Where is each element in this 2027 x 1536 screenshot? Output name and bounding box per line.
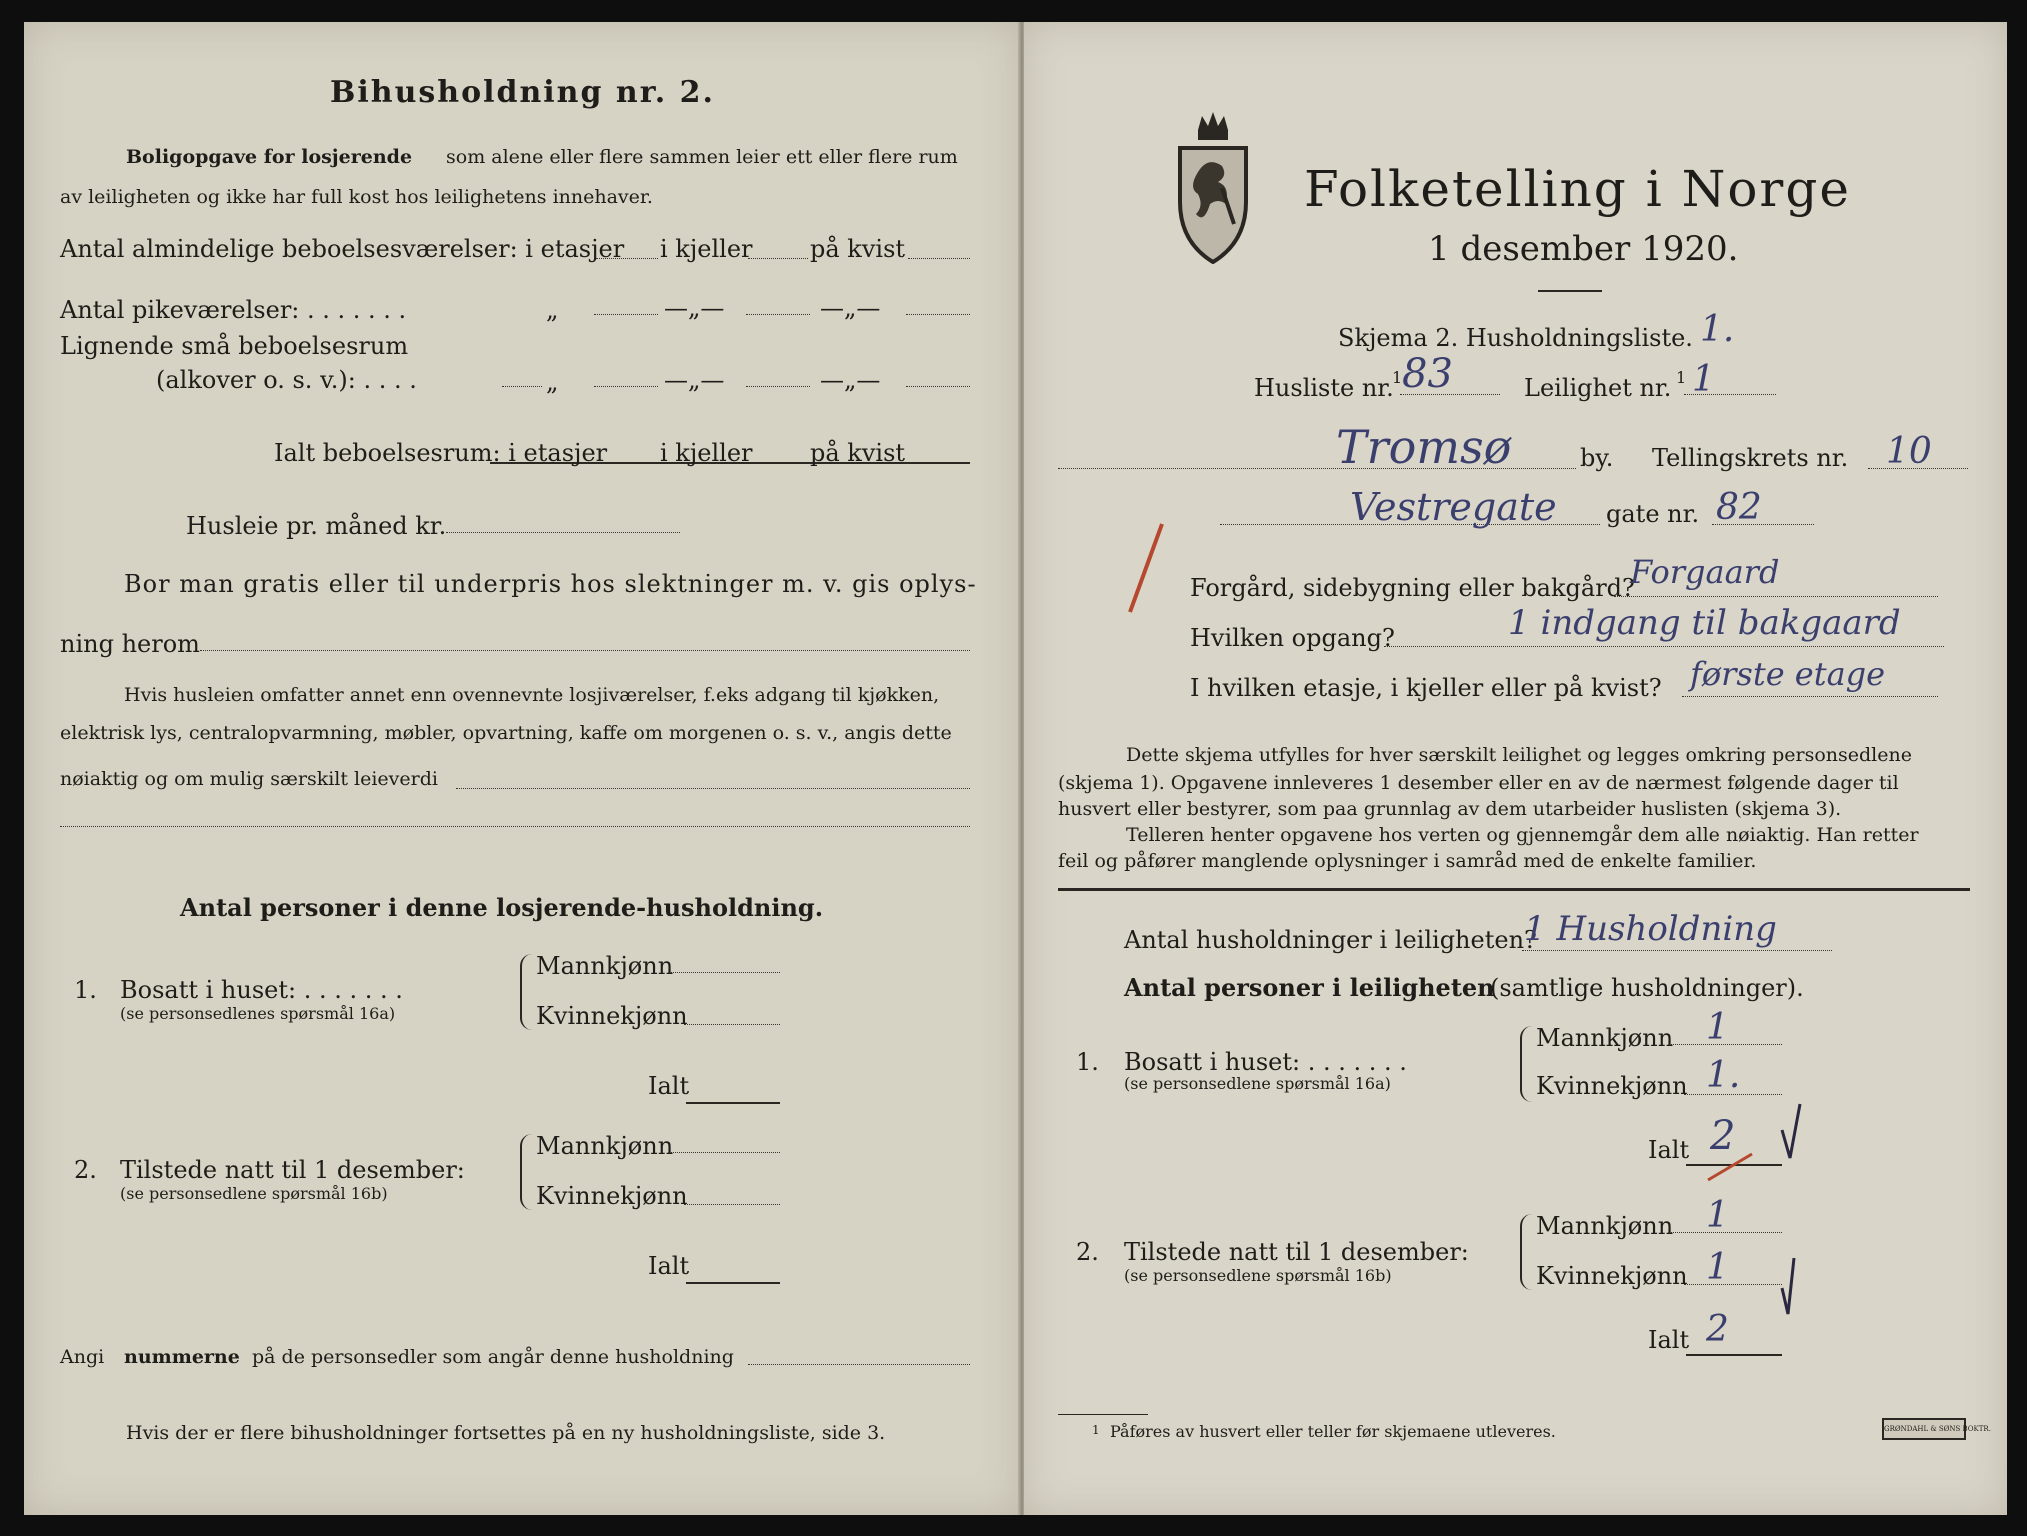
q1-mann-hw: 1 [1706, 1007, 1729, 1048]
q2-kvinne-field[interactable] [684, 1204, 780, 1205]
leilighet-hw: 1 [1692, 359, 1715, 400]
q1-ialt-label: Ialt [1648, 1136, 1690, 1164]
q2-sub: (se personsedlene spørsmål 16b) [1124, 1266, 1392, 1285]
husleie-label: Husleie pr. måned kr. [186, 512, 447, 540]
q1-label: Bosatt i huset: . . . . . . . [120, 976, 403, 1004]
q2-ialt-field[interactable] [686, 1282, 780, 1284]
q1-kvinne-hw: 1. [1706, 1055, 1741, 1096]
q2-ialt-label: Ialt [1648, 1326, 1690, 1354]
lignende-label-1: Lignende små beboelsesrum [60, 332, 409, 360]
etasje-hw: første etage [1690, 655, 1886, 693]
antal-hush-field[interactable] [1522, 950, 1832, 951]
intro-bold: Boligopgave for losjerende [126, 146, 413, 168]
q2-label: Tilstede natt til 1 desember: [1124, 1238, 1469, 1266]
q2-brace [520, 1134, 532, 1210]
ialt-rum-label: Ialt beboelsesrum: i etasjer [274, 439, 608, 467]
gate-nr-hw: 82 [1716, 487, 1762, 528]
lign-pre-field[interactable] [502, 386, 542, 387]
pikevaerelser-label: Antal pikeværelser: . . . . . . . [60, 296, 407, 324]
ditto-dash: —„— [664, 366, 725, 394]
forgaard-hw: Forgaard [1630, 553, 1780, 591]
red-check-mark-icon [1126, 522, 1166, 614]
lign-kvist-field[interactable] [906, 386, 970, 387]
mann-label: Mannkjønn [1536, 1024, 1674, 1052]
hvis-line-1: Hvis husleien omfatter annet enn ovennevnte losjiværelser, f.eks adgang til kjøkken, [124, 684, 940, 706]
kvist-label: på kvist [810, 235, 906, 263]
angi-bold: nummerne [124, 1346, 240, 1368]
leilighet-label: Leilighet nr. [1524, 374, 1672, 402]
kvinne-label: Kvinnekjønn [1536, 1072, 1688, 1100]
angi-field[interactable] [748, 1364, 970, 1365]
q1-number: 1. [1076, 1048, 1099, 1076]
leieverdi-field-2[interactable] [60, 826, 970, 827]
q1-ialt-field[interactable] [686, 1102, 780, 1104]
q1-label: Bosatt i huset: . . . . . . . [1124, 1048, 1407, 1076]
angi-pre: Angi [60, 1346, 105, 1368]
norway-coat-of-arms-icon [1176, 112, 1250, 264]
ditto-dash: —„— [820, 366, 881, 394]
ditto-dash: —„— [820, 294, 881, 322]
tally-check-marks-icon [1700, 1100, 1810, 1320]
antal-hush-label: Antal husholdninger i leiligheten? [1124, 926, 1537, 954]
left-footer: Hvis der er flere bihusholdninger fortsettes på en ny husholdningsliste, side 3. [126, 1422, 886, 1444]
mann-label: Mannkjønn [536, 952, 674, 980]
q2-ialt-label: Ialt [648, 1252, 690, 1280]
kvist-field[interactable] [908, 258, 970, 259]
instr-line-2: (skjema 1). Opgavene innleveres 1 desember eller en av de nærmest følgende dager til [1058, 772, 1899, 794]
ditto-mark: „ [546, 296, 559, 324]
mann-label: Mannkjønn [1536, 1212, 1674, 1240]
leilighet-footnote-mark: 1 [1676, 368, 1687, 387]
lignende-label-2: (alkover o. s. v.): . . . . [156, 366, 417, 394]
right-title: Folketelling i Norge [1304, 160, 1851, 218]
skjema-hw: 1. [1700, 309, 1735, 350]
kjeller-label: i kjeller [660, 439, 753, 467]
instr-line-4: Telleren henter opgavene hos verten og gjennemgår dem alle nøiaktig. Han retter [1126, 824, 1919, 846]
tellingskrets-hw: 10 [1886, 431, 1932, 472]
q2-brace [1520, 1214, 1532, 1290]
lign-etasjer-field[interactable] [594, 386, 658, 387]
skjema-label: Skjema 2. Husholdningsliste. [1338, 324, 1693, 352]
tellingskrets-label: Tellingskrets nr. [1652, 444, 1849, 472]
husleie-field[interactable] [446, 532, 680, 533]
q2-ialt-field[interactable] [1686, 1354, 1782, 1356]
kjeller-label: i kjeller [660, 235, 753, 263]
bor-line-1: Bor man gratis eller til underpris hos slektninger m. v. gis oplys- [124, 570, 977, 598]
title-rule [1538, 290, 1602, 292]
q1-number: 1. [74, 976, 97, 1004]
left-title: Bihusholdning nr. 2. [330, 75, 715, 110]
angi-post: på de personsedler som angår denne husholdning [252, 1346, 734, 1368]
q2-ialt-hw: 2 [1706, 1309, 1729, 1350]
pike-etasjer-field[interactable] [594, 314, 658, 315]
instr-line-1: Dette skjema utfylles for hver særskilt leilighet og legges omkring personsedlene [1126, 744, 1912, 766]
forgaard-label: Forgård, sidebygning eller bakgård? [1190, 574, 1635, 602]
footnote-rule [1058, 1414, 1148, 1415]
opgang-label: Hvilken opgang? [1190, 624, 1395, 652]
oplysning-field[interactable] [200, 650, 970, 651]
lign-kjeller-field[interactable] [746, 386, 810, 387]
q1-kvinne-field[interactable] [684, 1024, 780, 1025]
ditto-mark: „ [546, 368, 559, 396]
gate-hw: Vestregate [1350, 485, 1557, 529]
q1-sub: (se personsedlene spørsmål 16a) [1124, 1074, 1391, 1093]
husliste-hw: 83 [1402, 351, 1453, 397]
opgang-hw: 1 indgang til bakgaard [1508, 603, 1901, 643]
q1-brace [520, 954, 532, 1030]
instr-line-5: feil og påfører manglende oplysninger i samråd med de enkelte familier. [1058, 850, 1757, 872]
q1-mann-field[interactable] [668, 972, 780, 973]
intro-rest: som alene eller flere sammen leier ett eller flere rum [446, 146, 958, 168]
q2-number: 2. [74, 1156, 97, 1184]
antal-hush-hw: 1 Husholdning [1524, 909, 1777, 949]
hvis-line-2: elektrisk lys, centralopvarmning, møbler, opvartning, kaffe om morgenen o. s. v., angis dette [60, 722, 952, 744]
by-hw: Tromsø [1336, 420, 1512, 474]
section-rule [1058, 888, 1970, 891]
etasjer-field[interactable] [596, 258, 658, 259]
census-date: 1 desember 1920. [1428, 229, 1739, 269]
opgang-field[interactable] [1384, 646, 1944, 647]
ditto-dash: —„— [664, 294, 725, 322]
leieverdi-field[interactable] [456, 788, 970, 789]
kvinne-label: Kvinnekjønn [536, 1182, 688, 1210]
antal-pers-bold: Antal personer i leiligheten [1124, 973, 1495, 1002]
antal-alm-label: Antal almindelige beboelsesværelser: i etasjer [60, 235, 625, 263]
antal-pers-rest: (samtlige husholdninger). [1490, 974, 1804, 1002]
kjeller-field[interactable] [748, 258, 808, 259]
printer-stamp: GRØNDAHL & SØNS BOKTR. [1882, 1418, 1966, 1440]
kvinne-label: Kvinnekjønn [536, 1002, 688, 1030]
husliste-label: Husliste nr. [1254, 374, 1394, 402]
bor-line-2: ning herom [60, 630, 200, 658]
kvinne-label: Kvinnekjønn [1536, 1262, 1688, 1290]
antal-personer-heading: Antal personer i denne losjerende-husholdning. [180, 893, 824, 922]
q2-sub: (se personsedlene spørsmål 16b) [120, 1184, 388, 1203]
q2-kvinne-hw: 1 [1706, 1247, 1729, 1288]
q2-mann-field[interactable] [668, 1152, 780, 1153]
footnote: Påføres av husvert eller teller før skjemaene utleveres. [1110, 1422, 1556, 1441]
q1-sub: (se personsedlenes spørsmål 16a) [120, 1004, 396, 1023]
husliste-footnote-mark: 1 [1392, 368, 1403, 387]
q2-number: 2. [1076, 1238, 1099, 1266]
gate-label: gate nr. [1606, 500, 1700, 528]
hvis-line-3: nøiaktig og om mulig særskilt leieverdi [60, 768, 438, 790]
mann-label: Mannkjønn [536, 1132, 674, 1160]
forgaard-field[interactable] [1614, 596, 1938, 597]
footnote-number: 1 [1092, 1423, 1100, 1437]
instr-line-3: husvert eller bestyrer, som paa grunnlag av dem utarbeider huslisten (skjema 3). [1058, 798, 1842, 820]
pike-kvist-field[interactable] [906, 314, 970, 315]
q2-mann-hw: 1 [1706, 1195, 1729, 1236]
q1-ialt-hw: 2 [1710, 1113, 1736, 1159]
etasje-label: I hvilken etasje, i kjeller eller på kvist? [1190, 674, 1662, 702]
intro-line2: av leiligheten og ikke har full kost hos leilighetens innehaver. [60, 186, 653, 208]
etasje-field[interactable] [1682, 696, 1938, 697]
kvist-label: på kvist [810, 439, 906, 467]
q1-ialt-label: Ialt [648, 1072, 690, 1100]
q2-label: Tilstede natt til 1 desember: [120, 1156, 465, 1184]
pike-kjeller-field[interactable] [746, 314, 810, 315]
q1-brace [1520, 1026, 1532, 1102]
by-label: by. [1580, 444, 1614, 472]
